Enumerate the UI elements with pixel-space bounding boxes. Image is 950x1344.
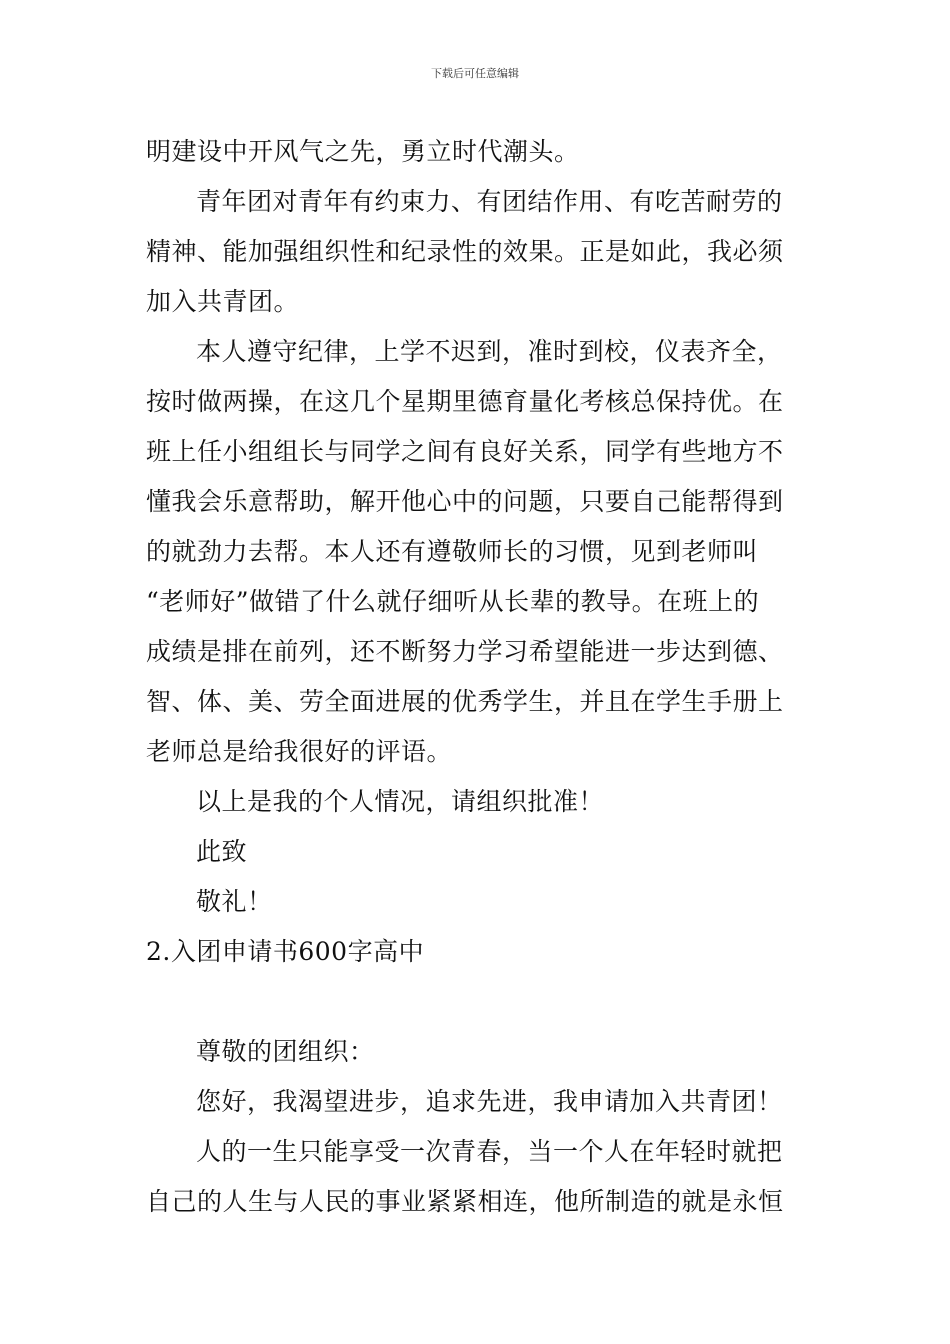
text-line: 加入共青团。 (146, 287, 300, 316)
text-line: 成绩是排在前列，还不断努力学习希望能进一步达到德、 (146, 637, 784, 666)
text-line: 智、体、美、劳全面进展的优秀学生，并且在学生手册上 (146, 687, 784, 716)
text-line: 精神、能加强组织性和纪录性的效果。正是如此，我必须 (146, 237, 784, 266)
text-line: 人的一生只能享受一次青春，当一个人在年轻时就把 (196, 1137, 783, 1166)
text-line: 尊敬的团组织： (196, 1037, 375, 1066)
text-line: 明建设中开风气之先，勇立时代潮头。 (146, 137, 580, 166)
text-line: 的就劲力去帮。本人还有遵敬师长的习惯，见到老师叫 (146, 537, 759, 566)
text-line: “老师好”做错了什么就仔细听从长辈的教导。在班上的 (146, 587, 760, 616)
text-line: 以上是我的个人情况，请组织批准！ (196, 787, 605, 816)
text-line: 按时做两操，在这几个星期里德育量化考核总保持优。在 (146, 387, 784, 416)
text-line: 老师总是给我很好的评语。 (146, 737, 453, 766)
page-header: 下载后可任意编辑 (431, 67, 519, 80)
text-line: 本人遵守纪律，上学不迟到，准时到校，仪表齐全， (196, 337, 783, 366)
text-line: 您好，我渴望进步，追求先进，我申请加入共青团！ (196, 1087, 783, 1116)
text-line: 自己的人生与人民的事业紧紧相连，他所制造的就是永恒 (146, 1187, 784, 1216)
blank-line (146, 977, 808, 1027)
text-line: 2.入团申请书600字高中 (146, 937, 425, 966)
text-line: 懂我会乐意帮助，解开他心中的问题，只要自己能帮得到 (146, 487, 784, 516)
text-line: 班上任小组组长与同学之间有良好关系，同学有些地方不 (146, 437, 784, 466)
text-line: 青年团对青年有约束力、有团结作用、有吃苦耐劳的 (196, 187, 783, 216)
document-body (146, 127, 808, 1227)
text-line: 敬礼！ (196, 887, 273, 916)
text-line: 此致 (196, 837, 248, 866)
